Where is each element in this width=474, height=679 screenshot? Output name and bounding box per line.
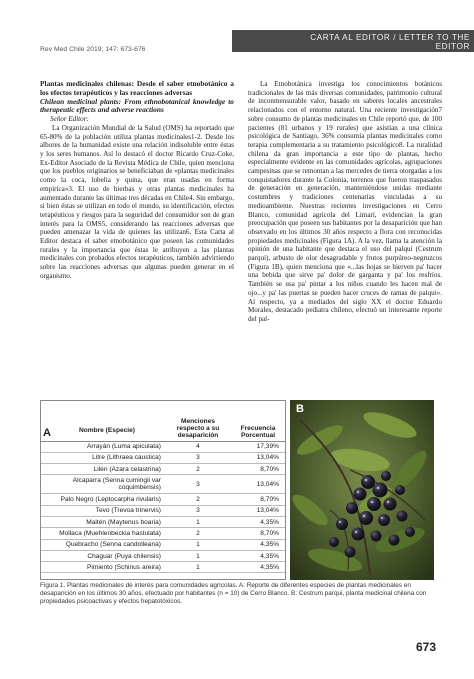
right-column	[248, 80, 442, 324]
table-cell-name: Pimiento (Schinus areira)	[41, 562, 165, 573]
page-number: 673	[415, 640, 436, 654]
table-row	[41, 505, 285, 516]
table-row	[41, 475, 285, 494]
left-column	[40, 80, 234, 281]
table-cell-name: Quebracho (Senna candolleana)	[41, 539, 165, 550]
table-cell-name: Alcaparra (Senna cumingii var coquimbensis)	[41, 475, 165, 494]
table-cell-name: Tevo (Trevoa trinervis)	[41, 505, 165, 516]
column-name-label: Nombre (Especie)	[78, 426, 136, 434]
table-cell-frequency: 4,35%	[231, 516, 285, 527]
table-cell-mentions: 3	[165, 452, 231, 463]
table-cell-name: Litre (Lithraea caustica)	[41, 452, 165, 463]
table-cell-frequency: 13,04%	[231, 475, 285, 494]
table-cell-mentions: 1	[165, 539, 231, 550]
table-cell-frequency: 8,70%	[231, 494, 285, 505]
table-cell-name: Arrayán (Luma apiculata)	[41, 441, 165, 452]
table-header-row	[41, 401, 285, 441]
table-cell-mentions: 1	[165, 550, 231, 561]
table-row	[41, 441, 285, 452]
salutation: Señor Editor:	[50, 115, 89, 124]
table-cell-frequency: 13,04%	[231, 452, 285, 463]
table-cell-mentions: 1	[165, 516, 231, 527]
table-row	[41, 562, 285, 573]
figure-table	[40, 400, 286, 580]
table-header-mentions: Menciones respecto a su desaparición	[165, 401, 231, 441]
body-paragraph-left: La Organización Mundial de la Salud (OMS) ha reportado que 65-80% de la población utiliza plantas medicinales1-2. Desde los albores de la humanidad existe una relación indisoluble entre éstas y los seres humanos. Así lo destacó el doctor Ricardo Cruz-Coke, Ex-Editor Asociado de la Revista Médica de Chile, quien menciona que los pueblos originarios se beneficiaban de «plantas medicinales como la coca, lobelia y quina, que eran usadas en forma empírica»3. El uso de hierbas y otras plantas medicinales ha aumentado durante las últimas tres décadas en Chile4. Sin embargo, si bien éstas se utilizan en todo el mundo, su identificación, efectos terapéuticos y riesgos para la seguridad del consumidor son de gran interés para la OMS5, considerando las reacciones adversas que pueden amenazar la vida de quienes las utilizan6. Esta Carta al Editor destaca el saber etnobotánico que poseen las comunidades rurales y la importancia que éstas le atribuyen a las plantas medicinales con probados efectos terapéuticos, también advirtiendo sobre las reacciones adversas que algunas pueden generar en el organismo.	[40, 123, 234, 280]
table-cell-frequency: 8,70%	[231, 464, 285, 475]
table-row	[41, 452, 285, 463]
table-cell-name: Maitén (Maytenus boaria)	[41, 516, 165, 527]
plants-table	[41, 401, 285, 573]
table-cell-frequency: 8,70%	[231, 528, 285, 539]
cestrum-parqui-photo	[290, 400, 434, 580]
journal-citation: Rev Med Chile 2019; 147: 673-676	[40, 46, 146, 53]
article-title-english: Chilean medicinal plants: From ethnobotanical knowledge to therapeutic effects and adverse reactions	[40, 96, 234, 115]
table-row	[41, 516, 285, 527]
table-cell-frequency: 17,39%	[231, 441, 285, 452]
table-cell-name: Chaguar (Puya chilensis)	[41, 550, 165, 561]
body-paragraph-right: La Etnobotánica investiga los conocimientos botánicos tradicionales de las más diversas comunidades, patrimonio cultural de inconmensurable valor, basado en saberes locales ancestrales relacionados con el entorno natural. Una reciente investigación7 sobre consumo de plantas medicinales en Chile reportó que, de 100 pacientes (81 urbanos y 19 rurales) que asistían a una clínica psicológica de Santiago, 36% consumía plantas medicinales como terapia complementaria a su tratamiento psicológico8. La ruralidad chilena da gran importancia a este tipo de plantas, hecho especialmente evidente en las comunidades agrícolas, agrupaciones campesinas que se remontan a las mercedes de tierra otorgadas a los conquistadores durante la Colonia, terrenos que fueron traspasados de generación en generación, manteniéndose unidas mediante costumbres y tradiciones centenarias vinculadas a su medioambiente. Nuestras recientes investigaciones en Cerro Blanco, comunidad agrícola del Limarí, evidencian la gran preocupación que poseen sus habitantes por la desaparición que han observado en los últimos 30 años respecto a flora con reconocidas propiedades medicinales (Figura 1A). A la vez, llama la atención la opinión de una habitante que destaca el uso del palqui (Cestrum parqui), arbusto de olor desagradable y frutos purpúreo-negruzcos (Figura 1B), quien menciona que «...las hojas se hierven pa' hacer una bebida que sirve pa' dolor de garganta y pa' los resfríos. También se usa pa' pintar a los niños cuando les hacen mal de ojo...y pa' las puertas se pueden hacer cruces de ramas de palqui». Al respecto, ya a mediados del siglo XX el doctor Eduardo Morales, destacado pediatra chileno, efectuó un interesante reporte del pal-	[248, 80, 442, 323]
table-cell-frequency: 4,35%	[231, 539, 285, 550]
article-title-spanish: Plantas medicinales chilenas: Desde el saber etnobotánico a los efectos terapéuticos y las reacciones adversas	[40, 79, 234, 97]
table-cell-mentions: 2	[165, 528, 231, 539]
panel-a-label: A	[43, 426, 51, 439]
table-cell-mentions: 2	[165, 464, 231, 475]
plant-photo-illustration	[290, 400, 434, 580]
table-row	[41, 539, 285, 550]
table-row	[41, 464, 285, 475]
table-header-frequency: Frecuencia Porcentual	[231, 401, 285, 441]
panel-b-label: B	[296, 403, 304, 415]
table-cell-frequency: 4,35%	[231, 550, 285, 561]
table-row	[41, 494, 285, 505]
table-cell-name: Mollaca (Muehlenbeckia hastulata)	[41, 528, 165, 539]
table-cell-name: Lilén (Azara celastrina)	[41, 464, 165, 475]
table-cell-mentions: 3	[165, 505, 231, 516]
table-cell-mentions: 3	[165, 475, 231, 494]
figure-caption: Figura 1. Plantas medicinales de interés para comunidades agrícolas. A: Reporte de diferentes especies de plantas medicinales en desaparición en los últimos 30 años, efectuado por habitantes (n = 10) de Cerro Blanco. B: Cestrum parqui, planta medicinal chilena con propiedades psicoactivas y efectos hepatotóxicos.	[40, 582, 427, 606]
table-header-name	[41, 401, 165, 441]
table-cell-mentions: 4	[165, 441, 231, 452]
table-cell-frequency: 4,35%	[231, 562, 285, 573]
section-label: CARTA AL EDITOR / LETTER TO THE EDITOR	[310, 33, 470, 51]
table-cell-name: Palo Negro (Leptocarpha rivularis)	[41, 494, 165, 505]
table-cell-mentions: 1	[165, 562, 231, 573]
table-cell-mentions: 2	[165, 494, 231, 505]
table-cell-frequency: 13,04%	[231, 505, 285, 516]
table-row	[41, 528, 285, 539]
table-row	[41, 550, 285, 561]
